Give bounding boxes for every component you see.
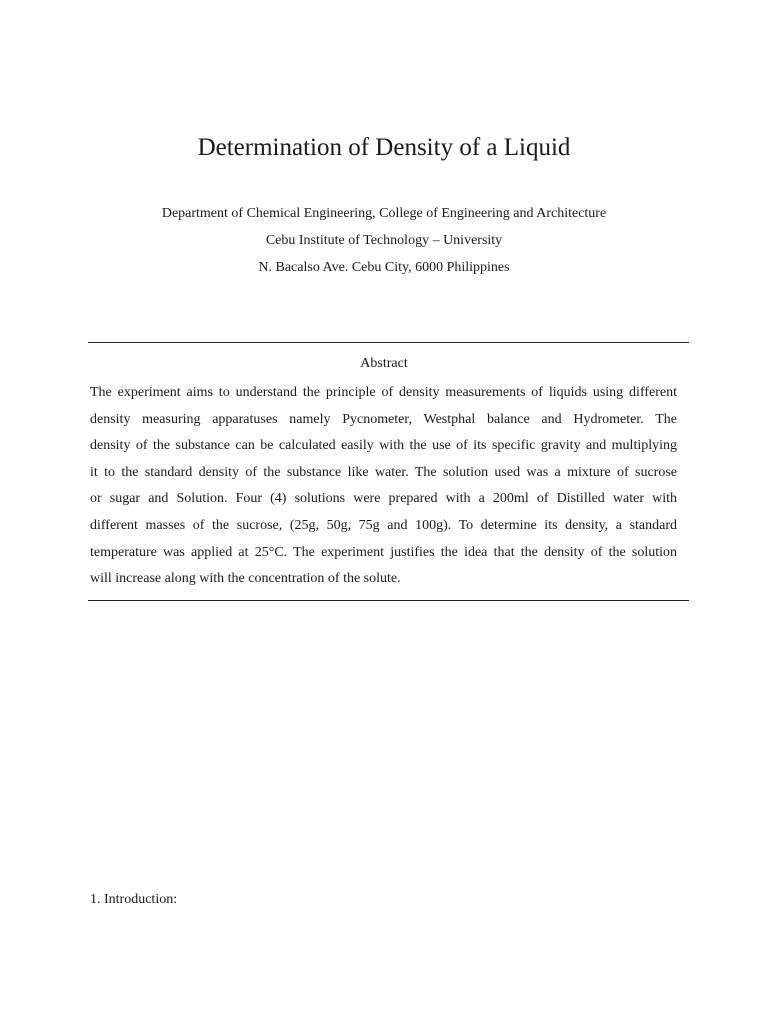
abstract-line: density of the substance can be calculated easily with the use of its specific gravity and multiplying — [90, 438, 677, 454]
abstract-line: The experiment aims to understand the principle of density measurements of liquids using different — [90, 385, 677, 400]
abstract-line: different masses of the sucrose, (25g, 50g, 75g and 100g). To determine its density, a standard — [90, 517, 677, 533]
section-heading-introduction: 1. Introduction: — [90, 892, 178, 907]
abstract-line: it to the standard density of the substance like water. The solution used was a mixture of sucrose — [90, 464, 677, 480]
abstract-body — [90, 380, 677, 593]
affiliation-institution: Cebu Institute of Technology – University — [265, 233, 503, 248]
affiliation-address: N. Bacalso Ave. Cebu City, 6000 Philippines — [258, 260, 510, 275]
abstract-line: temperature was applied at 25°C. The experiment justifies the idea that the density of the solution — [90, 544, 677, 560]
abstract-bottom-rule — [88, 600, 689, 601]
abstract-line: will increase along with the concentration of the solute. — [90, 571, 401, 587]
abstract-line: density measuring apparatuses namely Pycnometer, Westphal balance and Hydrometer. The — [90, 411, 677, 427]
paper-title: Determination of Density of a Liquid — [197, 134, 571, 161]
abstract-heading: Abstract — [360, 356, 408, 371]
abstract-line: or sugar and Solution. Four (4) solutions were prepared with a 200ml of Distilled water with — [90, 491, 677, 507]
affiliation-department: Department of Chemical Engineering, College of Engineering and Architecture — [161, 206, 607, 221]
abstract-top-rule — [88, 342, 689, 343]
